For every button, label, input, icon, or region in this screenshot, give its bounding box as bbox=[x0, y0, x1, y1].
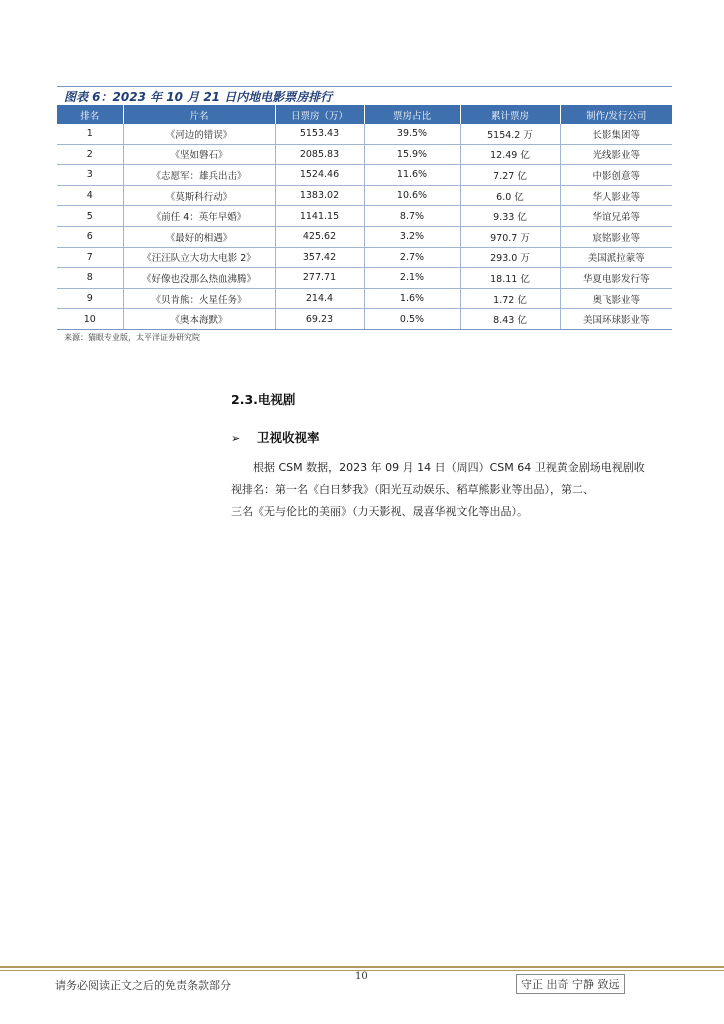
cell-cumulative: 6.0 亿 bbox=[460, 185, 560, 206]
cell-cumulative: 7.27 亿 bbox=[460, 165, 560, 186]
table-source-note: 来源：猫眼专业版，太平洋证券研究院 bbox=[64, 333, 200, 342]
table-caption: 图表 6：2023 年 10 月 21 日内地电影票房排行 bbox=[64, 90, 333, 104]
cell-cumulative: 293.0 万 bbox=[460, 247, 560, 268]
table-row bbox=[57, 206, 672, 227]
cell-rank: 3 bbox=[57, 165, 123, 186]
cell-cumulative: 970.7 万 bbox=[460, 226, 560, 247]
cell-title: 《好像也没那么热血沸腾》 bbox=[123, 268, 275, 289]
cell-company: 中影创意等 bbox=[560, 165, 672, 186]
cell-title: 《志愿军：雄兵出击》 bbox=[123, 165, 275, 186]
table-row bbox=[57, 226, 672, 247]
subsection-heading bbox=[231, 428, 320, 446]
table-row bbox=[57, 185, 672, 206]
cell-daily: 1524.46 bbox=[275, 165, 364, 186]
cell-title: 《前任 4：英年早婚》 bbox=[123, 206, 275, 227]
cell-title: 《最好的相遇》 bbox=[123, 226, 275, 247]
cell-daily: 214.4 bbox=[275, 288, 364, 309]
table-header-row bbox=[57, 105, 672, 124]
cell-daily: 277.71 bbox=[275, 268, 364, 289]
cell-rank: 1 bbox=[57, 124, 123, 144]
paragraph-line: 视排名：第一名《白日梦我》（阳光互动娱乐、稻草熊影业等出品），第二、 bbox=[231, 483, 594, 496]
table-row bbox=[57, 165, 672, 186]
cell-cumulative: 5154.2 万 bbox=[460, 124, 560, 144]
cell-company: 奥飞影业等 bbox=[560, 288, 672, 309]
box-office-table bbox=[57, 105, 672, 330]
cell-rank: 7 bbox=[57, 247, 123, 268]
paragraph-line: 根据 CSM 数据，2023 年 09 月 14 日（周四）CSM 64 卫视黄金剧场电视剧收 bbox=[253, 461, 645, 474]
cell-daily: 69.23 bbox=[275, 309, 364, 330]
cell-rank: 4 bbox=[57, 185, 123, 206]
cell-daily: 425.62 bbox=[275, 226, 364, 247]
cell-share: 2.7% bbox=[364, 247, 460, 268]
cell-cumulative: 1.72 亿 bbox=[460, 288, 560, 309]
col-header-company: 制作/发行公司 bbox=[560, 105, 672, 124]
table-row bbox=[57, 124, 672, 144]
cell-share: 15.9% bbox=[364, 144, 460, 165]
cell-rank: 8 bbox=[57, 268, 123, 289]
subsection-title: 卫视收视率 bbox=[257, 430, 320, 445]
cell-rank: 2 bbox=[57, 144, 123, 165]
section-heading: 2.3.电视剧 bbox=[231, 392, 296, 407]
cell-title: 《河边的错误》 bbox=[123, 124, 275, 144]
cell-rank: 9 bbox=[57, 288, 123, 309]
cell-title: 《贝肯熊：火星任务》 bbox=[123, 288, 275, 309]
footer-rule bbox=[0, 966, 724, 968]
cell-share: 3.2% bbox=[364, 226, 460, 247]
cell-daily: 1383.02 bbox=[275, 185, 364, 206]
cell-share: 10.6% bbox=[364, 185, 460, 206]
cell-title: 《坚如磐石》 bbox=[123, 144, 275, 165]
cell-share: 8.7% bbox=[364, 206, 460, 227]
cell-rank: 6 bbox=[57, 226, 123, 247]
table-row bbox=[57, 268, 672, 289]
footer-motto: 守正 出奇 宁静 致远 bbox=[516, 974, 625, 994]
cell-share: 39.5% bbox=[364, 124, 460, 144]
cell-cumulative: 8.43 亿 bbox=[460, 309, 560, 330]
cell-company: 光线影业等 bbox=[560, 144, 672, 165]
cell-cumulative: 9.33 亿 bbox=[460, 206, 560, 227]
cell-company: 华谊兄弟等 bbox=[560, 206, 672, 227]
paragraph-line: 三名《无与伦比的美丽》（力天影视、晟喜华视文化等出品）。 bbox=[231, 505, 528, 518]
cell-cumulative: 12.49 亿 bbox=[460, 144, 560, 165]
arrow-bullet-icon: ➢ bbox=[231, 432, 241, 445]
table-row bbox=[57, 288, 672, 309]
cell-daily: 5153.43 bbox=[275, 124, 364, 144]
cell-title: 《汪汪队立大功大电影 2》 bbox=[123, 247, 275, 268]
col-header-share: 票房占比 bbox=[364, 105, 460, 124]
table-row bbox=[57, 144, 672, 165]
body-paragraph bbox=[231, 457, 677, 523]
cell-title: 《莫斯科行动》 bbox=[123, 185, 275, 206]
table-row bbox=[57, 247, 672, 268]
table-row bbox=[57, 309, 672, 330]
col-header-rank: 排名 bbox=[57, 105, 123, 124]
cell-daily: 2085.83 bbox=[275, 144, 364, 165]
cell-company: 美国环球影业等 bbox=[560, 309, 672, 330]
cell-rank: 10 bbox=[57, 309, 123, 330]
cell-company: 美国派拉蒙等 bbox=[560, 247, 672, 268]
cell-daily: 1141.15 bbox=[275, 206, 364, 227]
cell-daily: 357.42 bbox=[275, 247, 364, 268]
cell-company: 华人影业等 bbox=[560, 185, 672, 206]
cell-share: 0.5% bbox=[364, 309, 460, 330]
cell-company: 长影集团等 bbox=[560, 124, 672, 144]
col-header-cumulative: 累计票房 bbox=[460, 105, 560, 124]
page-number: 10 bbox=[355, 971, 368, 982]
footer-disclaimer: 请务必阅读正文之后的免责条款部分 bbox=[55, 979, 231, 992]
col-header-title: 片名 bbox=[123, 105, 275, 124]
cell-rank: 5 bbox=[57, 206, 123, 227]
cell-company: 宸铭影业等 bbox=[560, 226, 672, 247]
cell-share: 11.6% bbox=[364, 165, 460, 186]
col-header-daily-box-office: 日票房（万） bbox=[275, 105, 364, 124]
cell-title: 《奥本海默》 bbox=[123, 309, 275, 330]
cell-cumulative: 18.11 亿 bbox=[460, 268, 560, 289]
cell-share: 2.1% bbox=[364, 268, 460, 289]
cell-share: 1.6% bbox=[364, 288, 460, 309]
caption-top-rule bbox=[57, 86, 672, 87]
cell-company: 华夏电影发行等 bbox=[560, 268, 672, 289]
